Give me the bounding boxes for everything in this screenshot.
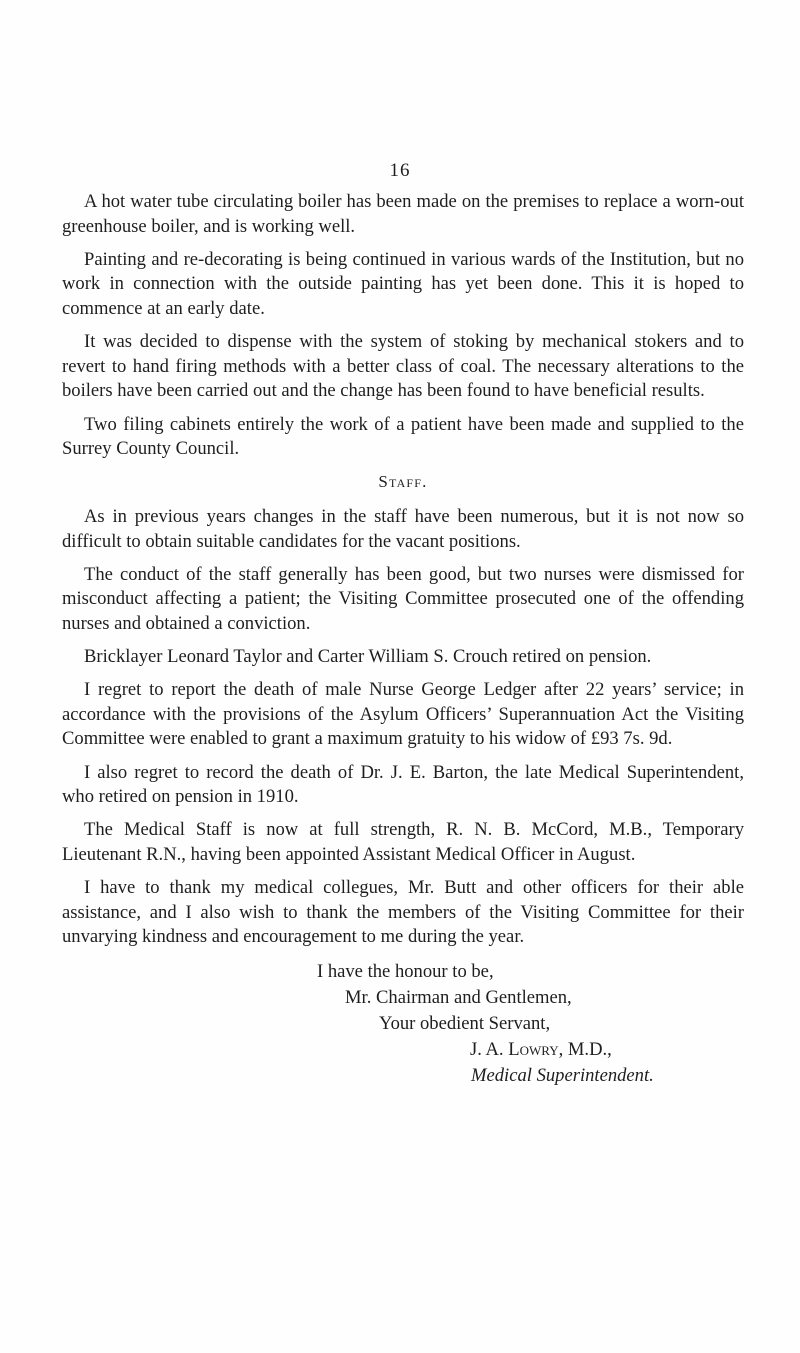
paragraph-medical-staff: The Medical Staff is now at full strength, R. N. B. McCord, M.B., Temporary Lieutenant R.N., having been appointed Assistant Medical Officer in August.	[62, 819, 744, 865]
paragraph-death-barton: I also regret to record the death of Dr. J. E. Barton, the late Medical Superintendent, who retired on pension in 1910.	[62, 761, 744, 808]
closing-line-honour: I have the honour to be,	[317, 960, 494, 982]
section-heading-staff: Staff.	[378, 472, 428, 492]
body-text	[62, 190, 744, 1089]
signature-title: Medical Superintendent.	[471, 1064, 654, 1086]
paragraph-filing-cabinets: Two filing cabinets entirely the work of a patient have been made and supplied to the Surrey County Council.	[62, 413, 744, 460]
paragraph-staff-changes: As in previous years changes in the staff have been numerous, but it is not now so difficult to obtain suitable candidates for the vacant positions.	[62, 505, 744, 552]
paragraph-retirements: Bricklayer Leonard Taylor and Carter William S. Crouch retired on pension.	[84, 646, 652, 668]
paragraph-death-nurse: I regret to report the death of male Nurse George Ledger after 22 years’ service; in accordance with the provisions of the Asylum Officers’ Superannuation Act the Visiting Committee were enabled to grant a maximum gratuity to his widow of £93 7s. 9d.	[62, 679, 744, 750]
paragraph-thanks: I have to thank my medical collegues, Mr. Butt and other officers for their able assistance, and I also wish to thank the members of the Visiting Committee for their unvarying kindness and encouragement to me during the year.	[62, 877, 744, 948]
paragraph-painting: Painting and re-decorating is being continued in various wards of the Institution, but no work in connection with the outside painting has yet been done. This it is hoped to commence at an early date.	[62, 248, 744, 319]
page-number: 16	[389, 160, 411, 181]
closing-block	[62, 959, 744, 1089]
closing-line-salutation: Mr. Chairman and Gentlemen,	[345, 986, 572, 1008]
paragraph-boiler: A hot water tube circulating boiler has been made on the premises to replace a worn-out greenhouse boiler, and is working well.	[62, 191, 744, 237]
paragraph-stoking: It was decided to dispense with the system of stoking by mechanical stokers and to revert to hand firing methods with a better class of coal. The necessary alterations to the boilers have been carried out and the change has been found to have beneficial results.	[62, 331, 744, 402]
closing-line-servant: Your obedient Servant,	[379, 1012, 551, 1034]
paragraph-staff-conduct: The conduct of the staff generally has been good, but two nurses were dismissed for misconduct affecting a patient; the Visiting Committee prosecuted one of the offending nurses and obtained a conviction.	[62, 563, 744, 634]
signature-name: J. A. Lowry, M.D.,	[470, 1038, 612, 1060]
